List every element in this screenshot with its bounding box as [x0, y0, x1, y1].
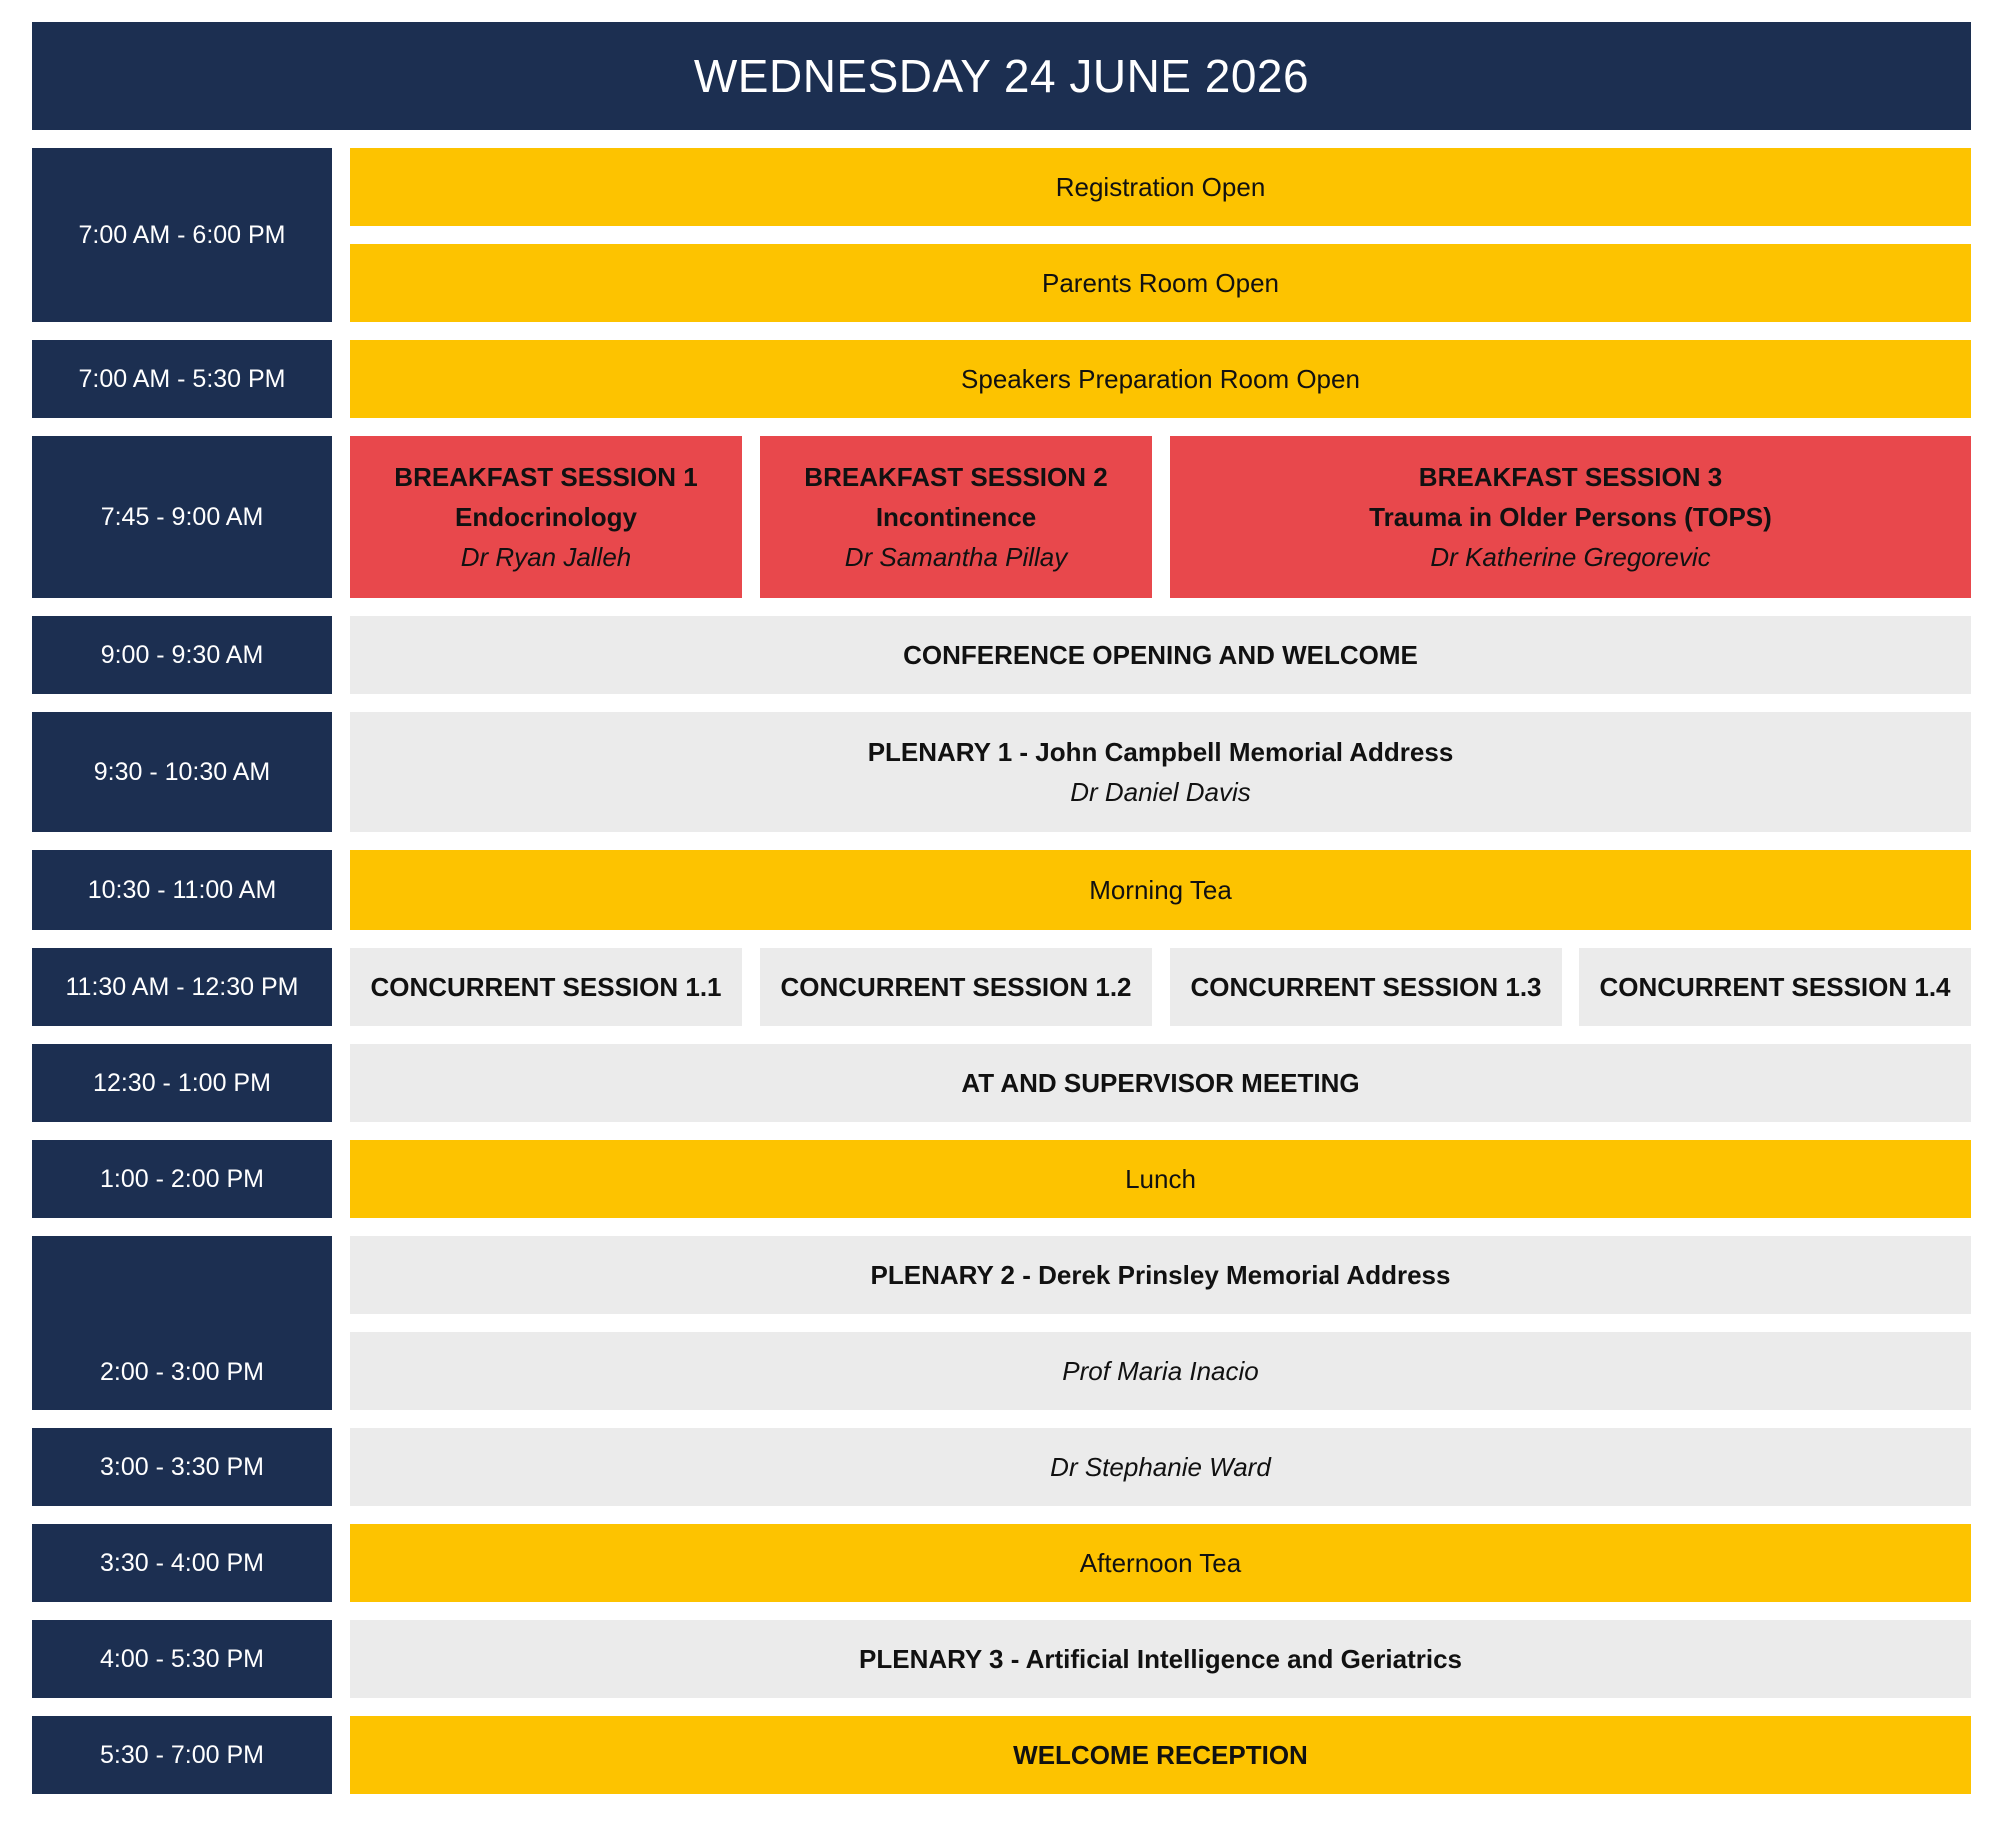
afternoon-tea: Afternoon Tea — [350, 1524, 1971, 1602]
breakfast-session-1-speaker: Dr Ryan Jalleh — [460, 542, 632, 573]
time-slot-12: 3:30 - 4:00 PM — [32, 1524, 332, 1602]
welcome-reception[interactable]: WELCOME RECEPTION — [350, 1716, 1971, 1794]
time-slot-13: 4:00 - 5:30 PM — [32, 1620, 332, 1698]
plenary-1-speaker: Dr Daniel Davis — [1070, 777, 1251, 807]
breakfast-session-2-title: BREAKFAST SESSION 2 — [804, 461, 1108, 492]
breakfast-session-1[interactable] — [350, 436, 742, 598]
concurrent-session-1-1[interactable]: CONCURRENT SESSION 1.1 — [350, 948, 742, 1026]
breakfast-session-2[interactable] — [760, 436, 1152, 598]
time-slot-1: 7:00 AM - 6:00 PM — [32, 148, 332, 322]
breakfast-session-3[interactable] — [1170, 436, 1971, 598]
parents-room-open: Parents Room Open — [350, 244, 1971, 322]
breakfast-session-2-speaker: Dr Samantha Pillay — [844, 542, 1068, 573]
time-slot-2: 7:00 AM - 5:30 PM — [32, 340, 332, 418]
morning-tea: Morning Tea — [350, 850, 1971, 930]
plenary-2-title[interactable]: PLENARY 2 - Derek Prinsley Memorial Address — [350, 1236, 1971, 1314]
time-slot-7: 11:30 AM - 12:30 PM — [32, 948, 332, 1026]
time-slot-8: 12:30 - 1:00 PM — [32, 1044, 332, 1122]
plenary-3[interactable]: PLENARY 3 - Artificial Intelligence and Geriatrics — [350, 1620, 1971, 1698]
at-supervisor-meeting[interactable]: AT AND SUPERVISOR MEETING — [350, 1044, 1971, 1122]
time-slot-10: 2:00 - 3:00 PM — [32, 1236, 332, 1410]
time-slot-6: 10:30 - 11:00 AM — [32, 850, 332, 930]
time-slot-11: 3:00 - 3:30 PM — [32, 1428, 332, 1506]
breakfast-session-1-topic: Endocrinology — [455, 501, 637, 532]
concurrent-session-1-4[interactable]: CONCURRENT SESSION 1.4 — [1579, 948, 1971, 1026]
breakfast-session-3-speaker: Dr Katherine Gregorevic — [1430, 542, 1711, 573]
breakfast-session-2-topic: Incontinence — [875, 501, 1037, 532]
time-slot-9: 1:00 - 2:00 PM — [32, 1140, 332, 1218]
speakers-preparation-room: Speakers Preparation Room Open — [350, 340, 1971, 418]
time-slot-3: 7:45 - 9:00 AM — [32, 436, 332, 598]
concurrent-session-1-2[interactable]: CONCURRENT SESSION 1.2 — [760, 948, 1152, 1026]
lunch: Lunch — [350, 1140, 1971, 1218]
time-slot-5: 9:30 - 10:30 AM — [32, 712, 332, 832]
plenary-1-title: PLENARY 1 - John Campbell Memorial Address — [867, 736, 1454, 767]
conference-opening[interactable]: CONFERENCE OPENING AND WELCOME — [350, 616, 1971, 694]
breakfast-session-3-title: BREAKFAST SESSION 3 — [1418, 461, 1723, 492]
time-slot-4: 9:00 - 9:30 AM — [32, 616, 332, 694]
plenary-2-speaker: Prof Maria Inacio — [350, 1332, 1971, 1410]
registration-open: Registration Open — [350, 148, 1971, 226]
breakfast-session-3-topic: Trauma in Older Persons (TOPS) — [1369, 501, 1772, 532]
plenary-1[interactable] — [350, 712, 1971, 832]
time-slot-14: 5:30 - 7:00 PM — [32, 1716, 332, 1794]
breakfast-session-1-title: BREAKFAST SESSION 1 — [394, 461, 698, 492]
page-title: WEDNESDAY 24 JUNE 2026 — [32, 22, 1971, 130]
concurrent-session-1-3[interactable]: CONCURRENT SESSION 1.3 — [1170, 948, 1562, 1026]
speaker-stephanie-ward: Dr Stephanie Ward — [350, 1428, 1971, 1506]
